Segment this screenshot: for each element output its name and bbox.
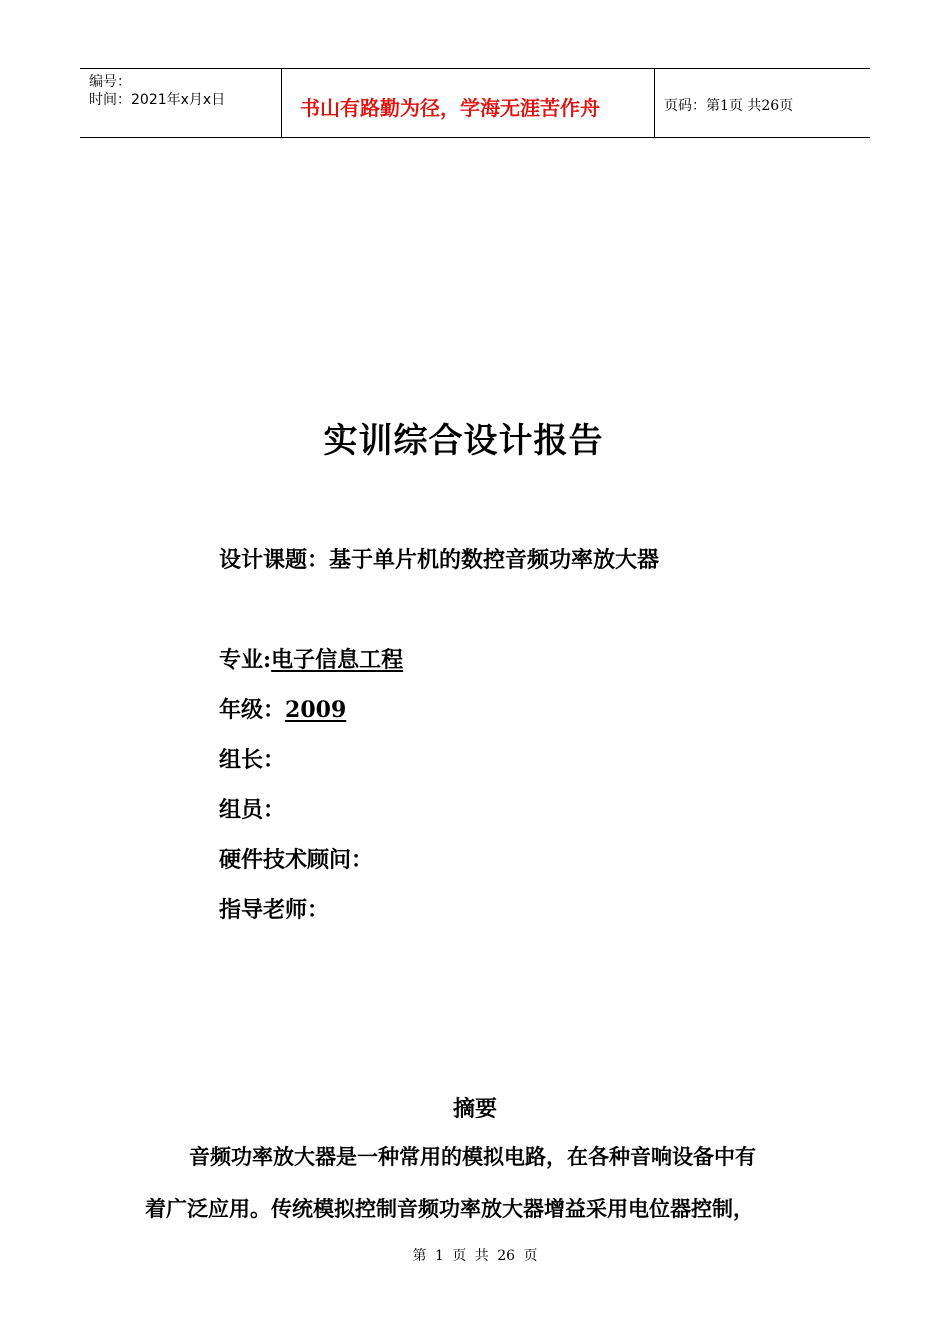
hardware-advisor-field: 硬件技术顾问： [219,847,374,873]
header-motto: 书山有路勤为径，学海无涯苦作舟 [300,96,600,120]
leader-field: 组长： [219,747,286,773]
major-label: 专业: [219,647,272,673]
instructor-field: 指导老师： [219,897,330,923]
abstract-line-2: 着广泛应用。传统模拟控制音频功率放大器增益采用电位器控制， [145,1196,754,1221]
members-field: 组员： [219,797,286,823]
page-footer: 第 1 页 共 26 页 [412,1248,538,1264]
design-topic: 设计课题：基于单片机的数控音频功率放大器 [219,547,660,573]
document-number-label: 编号： [89,74,131,90]
abstract-heading: 摘要 [452,1096,497,1122]
document-date-label: 时间：2021年x月x日 [89,92,226,108]
grade-field [219,693,346,724]
page-header [80,68,870,138]
grade-value: 2009 [285,697,347,723]
header-meta-cell [80,69,282,137]
grade-label: 年级： [219,697,286,723]
header-motto-cell [282,69,655,137]
header-page-cell [655,69,870,137]
major-value: 电子信息工程 [271,647,404,673]
header-page-info: 页码：第1页 共26页 [664,98,794,114]
major-field [219,643,403,674]
report-title: 实训综合设计报告 [323,421,604,461]
abstract-line-1: 音频功率放大器是一种常用的模拟电路，在各种音响设备中有 [189,1144,756,1169]
